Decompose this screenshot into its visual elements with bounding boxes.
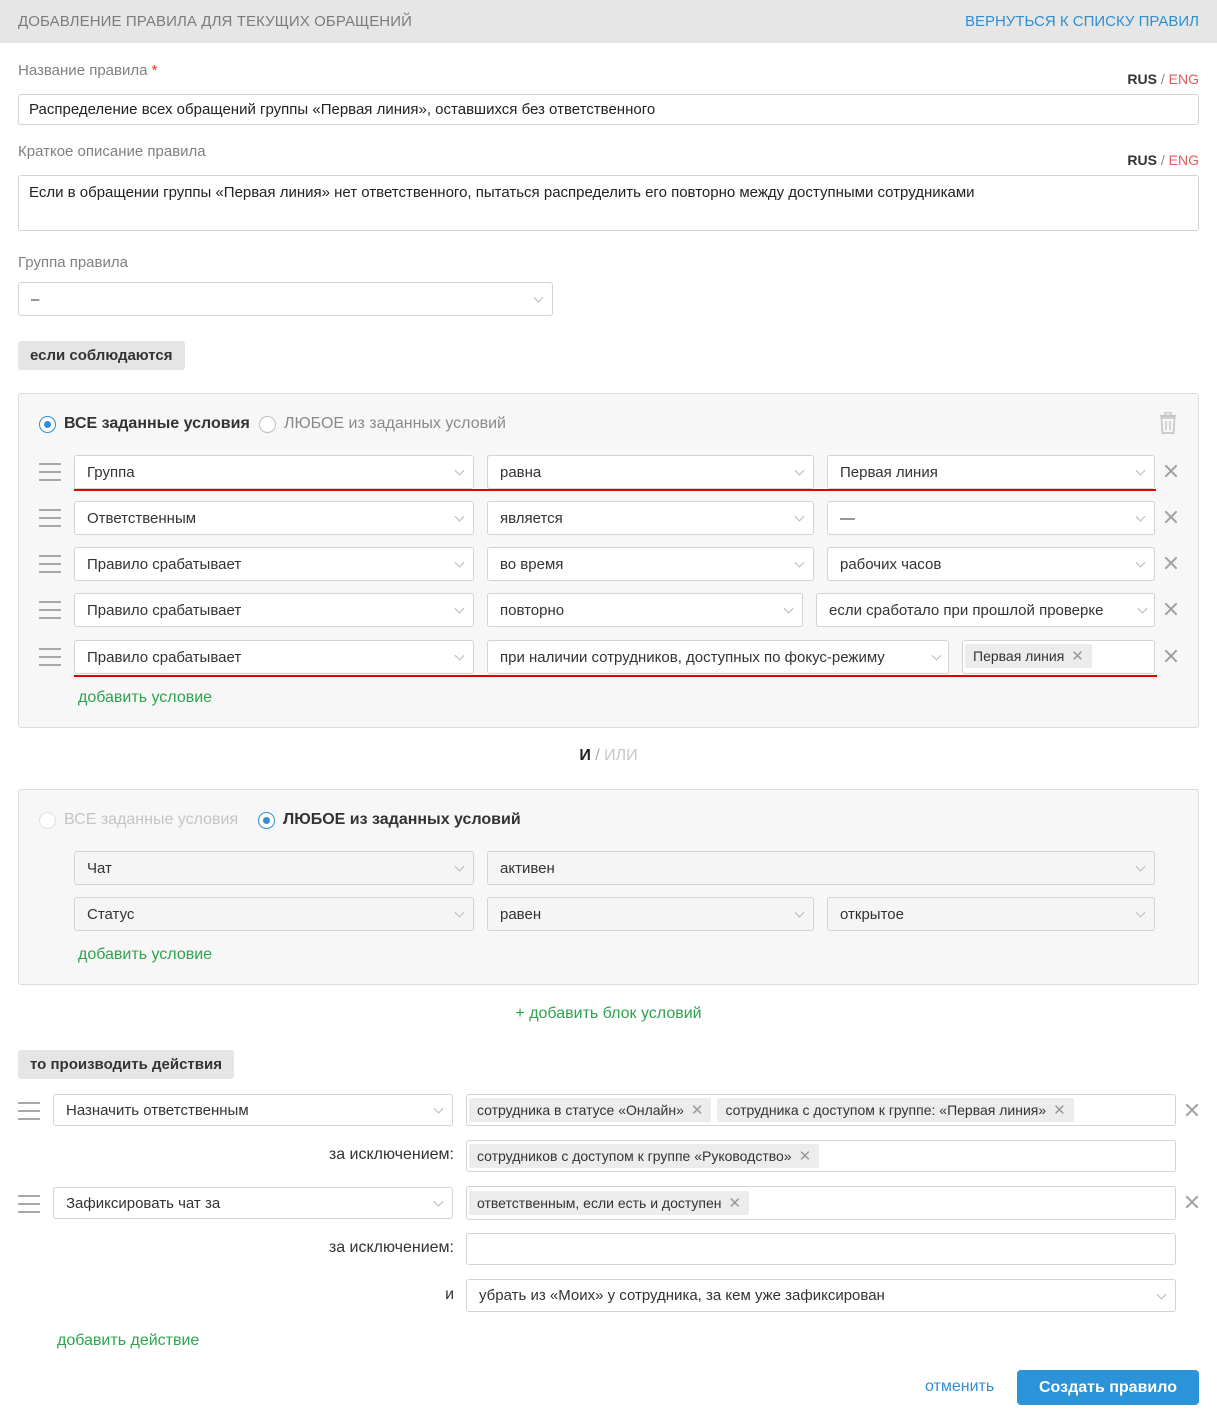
chevron-down-icon <box>455 908 465 918</box>
remove-tag-icon[interactable]: ✕ <box>690 1102 704 1119</box>
top-bar <box>0 0 1217 43</box>
value-tag: сотрудника в статусе «Онлайн» ✕ <box>469 1098 711 1122</box>
remove-tag-icon[interactable]: ✕ <box>798 1148 812 1165</box>
chevron-down-icon <box>784 604 794 614</box>
condition-operator-select[interactable]: является <box>487 501 814 535</box>
remove-condition-icon[interactable] <box>1163 555 1179 571</box>
chevron-down-icon <box>434 1104 444 1114</box>
rule-description-lang-switch: RUS / ENG <box>1127 152 1199 168</box>
chevron-down-icon <box>455 604 465 614</box>
drag-handle-icon[interactable] <box>39 463 61 487</box>
condition-value-select[interactable]: Первая линия <box>827 455 1155 489</box>
add-condition-link[interactable]: добавить условие <box>78 689 213 706</box>
rule-name-lang-switch: RUS / ENG <box>1127 71 1199 87</box>
action-except-tags[interactable] <box>466 1140 1176 1172</box>
condition-value-select[interactable]: открытое <box>827 897 1155 931</box>
radio-any-condition[interactable]: ЛЮБОЕ из заданных условий <box>258 811 521 829</box>
chevron-down-icon <box>534 293 544 303</box>
action-target-tags[interactable] <box>466 1186 1176 1220</box>
chevron-down-icon <box>455 651 465 661</box>
rule-group-select[interactable]: – <box>18 282 553 316</box>
action-extra-select[interactable]: убрать из «Моих» у сотрудника, за кем уже зафиксирован <box>466 1279 1176 1312</box>
remove-tag-icon[interactable]: ✕ <box>728 1195 742 1212</box>
radio-dot <box>39 416 56 433</box>
drag-handle-icon[interactable] <box>39 509 61 533</box>
condition-operator-select[interactable]: равна <box>487 455 814 489</box>
chevron-down-icon <box>455 512 465 522</box>
condition-operator-select[interactable]: равен <box>487 897 814 931</box>
add-condition-block-link[interactable]: + добавить блок условий <box>515 1005 702 1022</box>
drag-handle-icon[interactable] <box>39 601 61 625</box>
condition-value-select[interactable]: — <box>827 501 1155 535</box>
actions-section-tag: то производить действия <box>18 1050 234 1079</box>
condition-value-tags[interactable] <box>962 640 1155 674</box>
create-rule-button[interactable]: Создать правило <box>1017 1370 1199 1405</box>
chevron-down-icon <box>795 466 805 476</box>
except-label: за исключением: <box>328 1239 454 1256</box>
action-target-tags[interactable] <box>466 1094 1176 1126</box>
radio-dot <box>259 416 276 433</box>
remove-condition-icon[interactable] <box>1163 509 1179 525</box>
rule-description-textarea[interactable]: Если в обращении группы «Первая линия» нет ответственного, пытаться распределить его повторно между доступными сотрудниками <box>18 175 1199 231</box>
remove-action-icon[interactable] <box>1184 1102 1200 1118</box>
except-label: за исключением: <box>328 1146 454 1163</box>
lang-eng[interactable]: ENG <box>1168 152 1199 168</box>
rule-description-label: Краткое описание правила <box>18 143 206 160</box>
conditions-section-tag: если соблюдаются <box>18 341 185 370</box>
remove-action-icon[interactable] <box>1184 1194 1200 1210</box>
condition-value-select[interactable]: если сработало при прошлой проверке <box>816 593 1155 627</box>
chevron-down-icon <box>1136 862 1146 872</box>
chevron-down-icon <box>1136 558 1146 568</box>
chevron-down-icon <box>795 512 805 522</box>
value-tag: сотрудников с доступом к группе «Руководство» ✕ <box>469 1144 819 1168</box>
rule-group-label: Группа правила <box>18 254 128 271</box>
value-tag: сотрудника с доступом к группе: «Первая линия» ✕ <box>717 1098 1073 1122</box>
chevron-down-icon <box>434 1197 444 1207</box>
highlight-underline <box>74 675 1157 677</box>
condition-field-select[interactable]: Чат <box>74 851 474 885</box>
remove-tag-icon[interactable]: ✕ <box>1071 648 1084 665</box>
lang-rus[interactable]: RUS <box>1127 71 1157 87</box>
chevron-down-icon <box>1136 512 1146 522</box>
lang-rus[interactable]: RUS <box>1127 152 1157 168</box>
condition-operator-select[interactable]: во время <box>487 547 814 581</box>
action-type-select[interactable]: Зафиксировать чат за <box>53 1187 453 1219</box>
trash-icon[interactable] <box>1158 412 1178 434</box>
chevron-down-icon <box>795 558 805 568</box>
radio-dot <box>39 812 56 829</box>
drag-handle-icon[interactable] <box>18 1195 40 1219</box>
logic-or[interactable]: ИЛИ <box>604 747 638 764</box>
condition-value-select[interactable]: рабочих часов <box>827 547 1155 581</box>
remove-condition-icon[interactable] <box>1163 463 1179 479</box>
condition-field-select[interactable]: Статус <box>74 897 474 931</box>
drag-handle-icon[interactable] <box>39 555 61 579</box>
remove-tag-icon[interactable]: ✕ <box>1053 1102 1066 1119</box>
condition-operator-select[interactable]: повторно <box>487 593 803 627</box>
chevron-down-icon <box>1136 466 1146 476</box>
radio-any-condition[interactable]: ЛЮБОЕ из заданных условий <box>259 415 506 433</box>
logic-switch: И / ИЛИ <box>579 747 638 764</box>
logic-and[interactable]: И <box>579 747 591 764</box>
condition-operator-select[interactable]: при наличии сотрудников, доступных по фокус-режиму <box>487 640 949 674</box>
lang-eng[interactable]: ENG <box>1168 71 1199 87</box>
remove-condition-icon[interactable] <box>1163 601 1179 617</box>
chevron-down-icon <box>455 862 465 872</box>
add-condition-link[interactable]: добавить условие <box>78 946 213 963</box>
required-mark: * <box>151 62 158 79</box>
condition-operator-select[interactable]: активен <box>487 851 1155 885</box>
condition-field-select[interactable]: Ответственным <box>74 501 474 535</box>
page-title: ДОБАВЛЕНИЕ ПРАВИЛА ДЛЯ ТЕКУЩИХ ОБРАЩЕНИЙ <box>18 13 413 30</box>
chevron-down-icon <box>1157 1289 1167 1299</box>
remove-condition-icon[interactable] <box>1163 648 1179 664</box>
condition-field-select[interactable]: Правило срабатывает <box>74 640 474 674</box>
chevron-down-icon <box>795 908 805 918</box>
drag-handle-icon[interactable] <box>39 648 61 672</box>
condition-field-select[interactable]: Правило срабатывает <box>74 547 474 581</box>
add-action-link[interactable]: добавить действие <box>57 1332 200 1349</box>
value-tag: Первая линия ✕ <box>965 644 1092 668</box>
chevron-down-icon <box>455 558 465 568</box>
value-tag: ответственным, если есть и доступен ✕ <box>469 1191 749 1215</box>
radio-all-conditions[interactable]: ВСЕ заданные условия <box>39 811 238 829</box>
chevron-down-icon <box>1138 604 1148 614</box>
drag-handle-icon[interactable] <box>18 1102 40 1126</box>
rule-name-label: Название правила * <box>18 62 158 79</box>
action-except-input[interactable] <box>466 1233 1176 1265</box>
back-to-rules-link[interactable]: ВЕРНУТЬСЯ К СПИСКУ ПРАВИЛ <box>964 13 1199 30</box>
chevron-down-icon <box>1136 908 1146 918</box>
and-label: и <box>445 1286 454 1303</box>
condition-field-select[interactable]: Группа <box>74 455 474 489</box>
highlight-underline <box>74 489 1156 491</box>
rule-name-input[interactable]: Распределение всех обращений группы «Первая линия», оставшихся без ответственного <box>18 94 1199 125</box>
radio-all-conditions[interactable]: ВСЕ заданные условия <box>39 415 250 433</box>
action-type-select[interactable]: Назначить ответственным <box>53 1094 453 1126</box>
condition-field-select[interactable]: Правило срабатывает <box>74 593 474 627</box>
chevron-down-icon <box>455 466 465 476</box>
chevron-down-icon <box>932 651 942 661</box>
cancel-link[interactable]: отменить <box>925 1378 995 1395</box>
radio-dot <box>258 812 275 829</box>
